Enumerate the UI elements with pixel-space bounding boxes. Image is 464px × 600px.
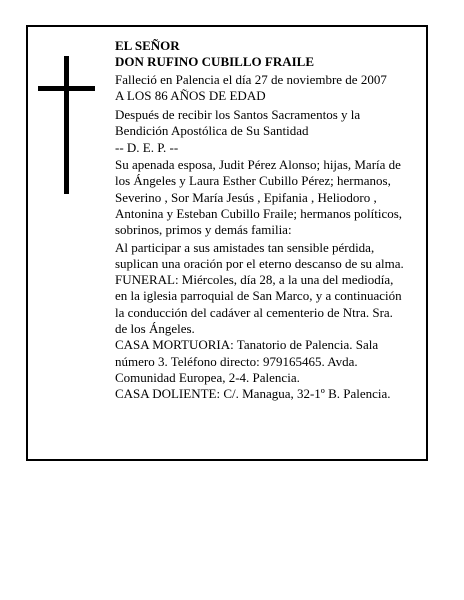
prayer-line: Al participar a sus amistades tan sensible pérdida,	[115, 239, 375, 255]
family-line: sobrinos, primos y demás familia:	[115, 222, 292, 238]
cross-horizontal-bar	[38, 86, 95, 91]
title-line-1: EL SEÑOR	[115, 38, 180, 53]
death-line: Falleció en Palencia el día 27 de noviembre de 2007	[115, 71, 387, 87]
funeral-line: en la iglesia parroquial de San Marco, y a continuación	[115, 288, 402, 304]
funeral-line: FUNERAL: Miércoles, día 28, a la una del mediodía,	[115, 272, 394, 288]
family-line: Antonina y Esteban Cubillo Fraile; hermanos políticos,	[115, 205, 403, 221]
dep-line: -- D. E. P. --	[115, 139, 179, 155]
deceased-name: DON RUFINO CUBILLO FRAILE	[115, 54, 314, 70]
mortuary-line: CASA MORTUORIA: Tanatorio de Palencia. Sala	[115, 337, 379, 353]
funeral-line: la conducción del cadáver al cementerio de Ntra. Sra.	[115, 304, 393, 320]
cross-vertical-bar	[64, 56, 69, 194]
mourning-house-line: CASA DOLIENTE: C/. Managua, 32-1º B. Palencia.	[115, 386, 391, 402]
family-line: los Ángeles y Laura Esther Cubillo Pérez; hermanos,	[115, 173, 391, 189]
sacraments-line: Después de recibir los Santos Sacramentos y la	[115, 107, 361, 123]
age-line: A LOS 86 AÑOS DE EDAD	[115, 87, 266, 103]
family-line: Su apenada esposa, Judit Pérez Alonso; hijas, María de	[115, 157, 401, 173]
funeral-line: de los Ángeles.	[115, 321, 195, 337]
sacraments-line: Bendición Apostólica de Su Santidad	[115, 123, 309, 139]
family-line: Severino , Sor María Jesús , Epifania , Heliodoro ,	[115, 189, 377, 205]
mortuary-line: Comunidad Europea, 2-4. Palencia.	[115, 369, 300, 385]
obituary-text	[115, 38, 420, 403]
mortuary-line: número 3. Teléfono directo: 979165465. Avda.	[115, 353, 358, 369]
prayer-line: suplican una oración por el eterno descanso de su alma.	[115, 255, 404, 271]
